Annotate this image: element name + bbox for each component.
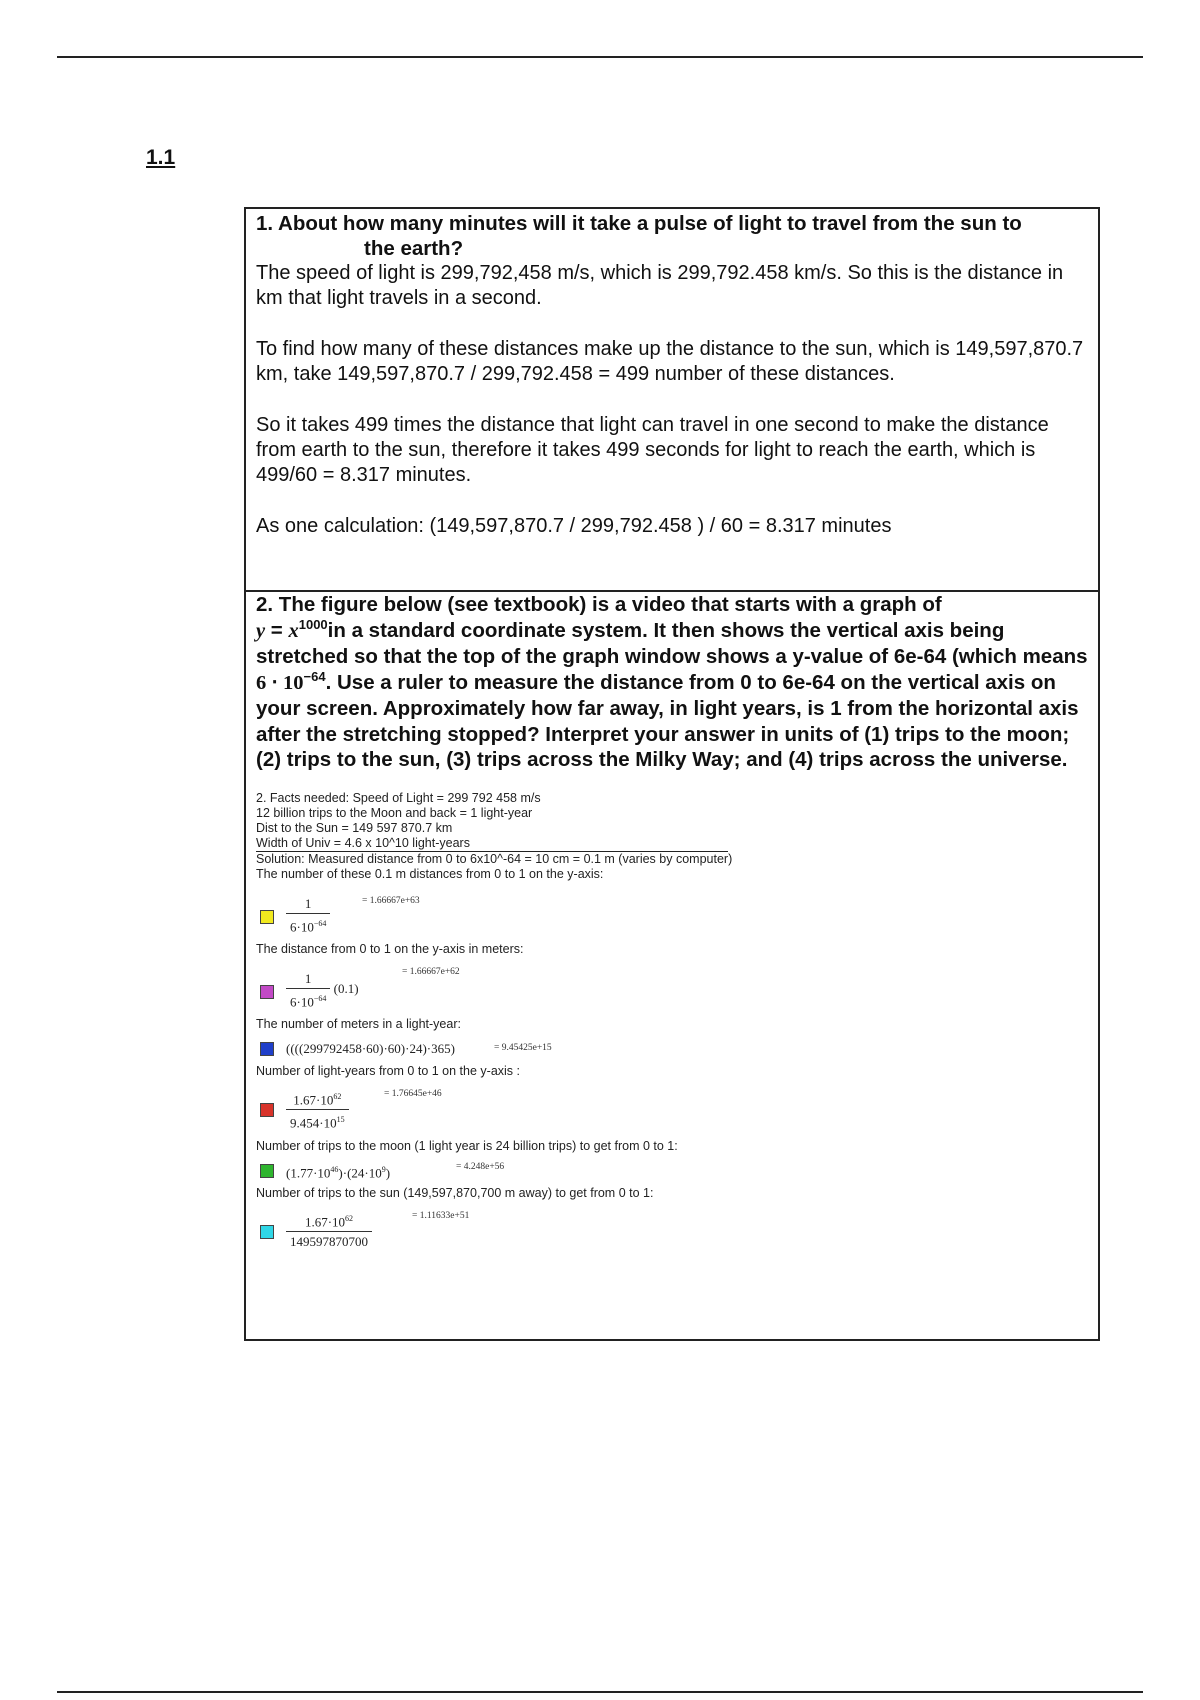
calc-result: = 1.66667e+62 (402, 966, 460, 977)
calc-expression: ((((299792458·60)·60)·24)·365) (286, 1040, 455, 1056)
exponent: 46 (330, 1164, 339, 1174)
calc-expression (286, 971, 359, 1009)
fact-line: 12 billion trips to the Moon and back = 1 light-year (256, 805, 533, 820)
question-1-box (244, 207, 1100, 592)
exponent: 9 (381, 1164, 386, 1174)
exponent: 15 (336, 1114, 345, 1124)
calc-term: )·(24·10 (338, 1164, 382, 1180)
fraction-denominator: 6·10 (290, 993, 314, 1009)
question-2-text-part: 2. The figure below (see textbook) is a video that starts with a graph of (256, 593, 942, 616)
calc-result: = 4.248e+56 (456, 1161, 505, 1172)
equation-equals: = (265, 618, 289, 642)
magenta-marker-icon (260, 985, 274, 999)
question-1-title-line1: 1. About how many minutes will it take a pulse of light to travel from the sun to (256, 212, 1022, 235)
red-marker-icon (260, 1103, 274, 1117)
calc-label: Number of trips to the moon (1 light year is 24 billion trips) to get from 0 to 1: (256, 1138, 678, 1153)
exponent: −64 (313, 993, 327, 1003)
calc-label: Number of light-years from 0 to 1 on the y-axis : (256, 1063, 520, 1078)
calc-row (256, 1038, 1088, 1060)
section-number: 1.1 (146, 146, 176, 169)
question-2-text-part: . Use a ruler to measure the distance from 0 to 6e-64 on the vertical axis on your screen. Approximately how far away, in light years, is 1 from the horizontal axis after the stretching stopped? Interpret your answer in units of (1) trips to the moon; (2) trips to the sun, (3) trips across the Milky Way; and (4) trips across the universe. (256, 670, 1079, 771)
calc-label: The distance from 0 to 1 on the y-axis in meters: (256, 941, 524, 956)
exponent: −64 (313, 918, 327, 928)
question-2-text (256, 592, 1088, 773)
calc-label: The number of meters in a light-year: (256, 1016, 461, 1031)
fraction-numerator: 1.67·10 (293, 1091, 334, 1107)
answer-paragraph: To find how many of these distances make up the distance to the sun, which is 149,597,870.7 km, take 149,597,870.7 / 299,792.458 = 499 number of these distances. (256, 338, 1084, 385)
calc-row (256, 963, 1088, 1013)
fraction-numerator: 1 (286, 971, 330, 989)
calc-factor: (0.1) (333, 980, 359, 996)
calc-row (256, 1207, 1088, 1257)
calc-row (256, 1085, 1088, 1135)
fraction-denominator: 149597870700 (290, 1233, 368, 1249)
question-1-title-line2: the earth? (364, 237, 464, 260)
answer-paragraph: So it takes 499 times the distance that light can travel in one second to make the distance from earth to the sun, therefore it takes 499 seconds for light to reach the earth, which is 499/60 = 8.317 minutes. (256, 414, 1049, 486)
fraction-numerator: 1 (286, 896, 330, 914)
calc-row (256, 1160, 1088, 1182)
equation-means-exponent: −64 (303, 668, 326, 684)
fact-line: Dist to the Sun = 149 597 870.7 km (256, 820, 453, 835)
green-marker-icon (260, 1164, 274, 1178)
equation-means-base: 6 ⋅ 10 (256, 671, 304, 694)
answer-paragraph: As one calculation: (149,597,870.7 / 299,792.458 ) / 60 = 8.317 minutes (256, 515, 892, 537)
cyan-marker-icon (260, 1225, 274, 1239)
calc-label: The number of these 0.1 m distances from 0 to 1 on the y-axis: (256, 866, 604, 881)
calc-label: Number of trips to the sun (149,597,870,700 m away) to get from 0 to 1: (256, 1185, 654, 1200)
fact-line: 2. Facts needed: Speed of Light = 299 792 458 m/s (256, 790, 541, 805)
calc-expression (286, 1089, 349, 1131)
calc-expression (286, 1162, 390, 1180)
calc-result: = 9.45425e+15 (494, 1042, 552, 1053)
bottom-rule (57, 1691, 1143, 1693)
worksheet-notes (256, 791, 1088, 1257)
question-2-box (244, 590, 1100, 1341)
calc-term: (1.77·10 (286, 1164, 331, 1180)
equation-y: y (256, 619, 266, 642)
answer-paragraph: The speed of light is 299,792,458 m/s, which is 299,792.458 km/s. So this is the distance in km that light travels in a second. (256, 262, 1064, 309)
calc-expression (286, 896, 330, 934)
calc-expression (286, 1211, 372, 1249)
blue-marker-icon (260, 1042, 274, 1056)
calc-result: = 1.11633e+51 (412, 1210, 470, 1221)
top-rule (57, 56, 1143, 58)
solution-line: Solution: Measured distance from 0 to 6x10^-64 = 10 cm = 0.1 m (varies by computer) (256, 851, 733, 866)
calc-row (256, 888, 1088, 938)
fraction-numerator: 1.67·10 (304, 1213, 346, 1229)
exponent: 62 (333, 1091, 342, 1101)
fraction-denominator: 6·10 (290, 918, 314, 934)
question-2-text-part: in a standard coordinate system. It then shows the vertical axis being stretched so that the top of the graph window shows a y-value of 6e-64 (which means (256, 618, 1088, 668)
equation-x: x (288, 619, 299, 642)
question-1-title (256, 211, 1088, 261)
yellow-marker-icon (260, 910, 274, 924)
calc-result: = 1.66667e+63 (362, 895, 420, 906)
fact-line: Width of Univ = 4.6 x 10^10 light-years (256, 836, 728, 852)
calc-term: ) (385, 1164, 391, 1180)
fraction-denominator: 9.454·10 (290, 1115, 337, 1131)
equation-exponent: 1000 (298, 616, 328, 632)
calc-result: = 1.76645e+46 (384, 1088, 442, 1099)
exponent: 62 (345, 1213, 354, 1223)
